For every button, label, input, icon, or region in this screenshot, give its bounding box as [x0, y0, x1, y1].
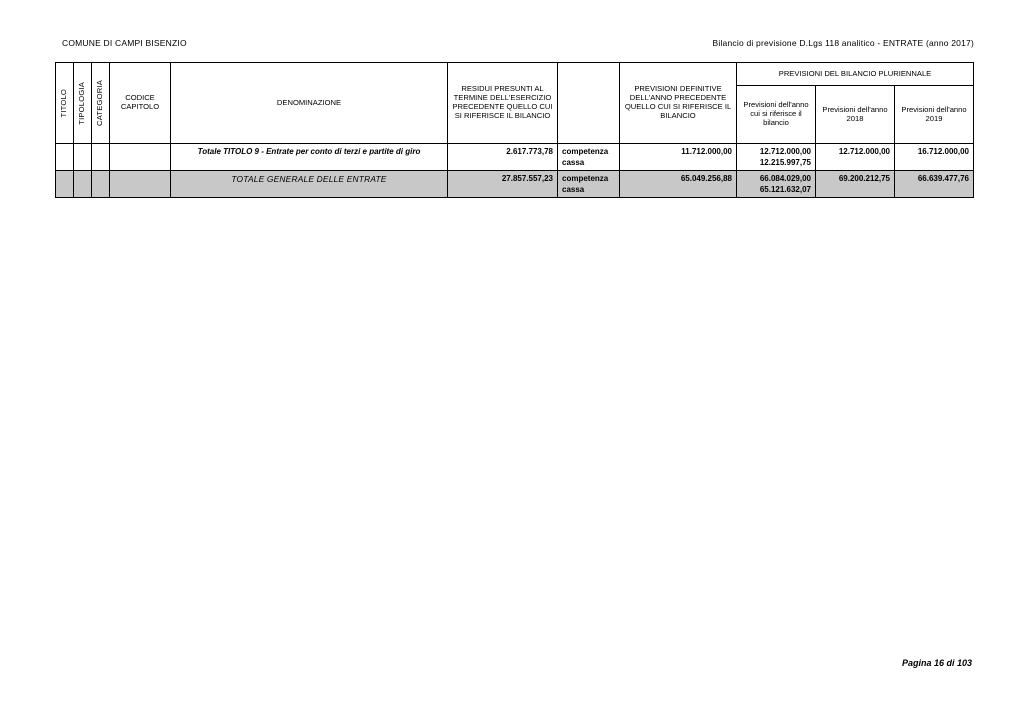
codice-line-1: CODICE — [125, 93, 155, 103]
cell-pluriennale-anno-corrente — [737, 144, 816, 171]
cell-codice — [110, 144, 171, 171]
value-competenza: 12.712.000,00 — [838, 147, 890, 156]
cell-titolo — [56, 171, 74, 198]
value-cassa: 65.121.632,07 — [759, 185, 811, 194]
value-competenza: 16.712.000,00 — [917, 147, 969, 156]
budget-table — [55, 62, 974, 198]
cell-categoria — [92, 144, 110, 171]
cell-titolo — [56, 144, 74, 171]
label-competenza: competenza — [562, 174, 609, 183]
col-header-codice-capitolo — [110, 63, 171, 144]
value-competenza: 12.712.000,00 — [759, 147, 811, 156]
cell-categoria — [92, 171, 110, 198]
cell-previsioni-definitive — [620, 171, 737, 198]
value-competenza: 66.084.029,00 — [759, 174, 811, 183]
table-head — [56, 63, 974, 144]
cell-pluriennale-anno-2018 — [816, 144, 895, 171]
cell-pluriennale-anno-2019 — [895, 171, 974, 198]
cell-pluriennale-anno-corrente — [737, 171, 816, 198]
codice-line-2: CAPITOLO — [120, 102, 160, 111]
cell-residui: 2.617.773,78 — [448, 144, 558, 171]
header-document-title: Bilancio di previsione D.Lgs 118 analitico - ENTRATE (anno 2017) — [712, 38, 974, 48]
cell-residui: 27.857.557,23 — [448, 171, 558, 198]
col-header-categoria: CATEGORIA — [92, 63, 110, 144]
table-body — [56, 144, 974, 198]
value-competenza: 69.200.212,75 — [838, 174, 890, 183]
cell-tipologia — [74, 171, 92, 198]
label-competenza: competenza — [562, 147, 609, 156]
cell-previsioni-definitive — [620, 144, 737, 171]
value-competenza: 11.712.000,00 — [681, 147, 732, 156]
cell-pluriennale-anno-2019 — [895, 144, 974, 171]
page-footer: Pagina 16 di 103 — [901, 658, 972, 668]
col-header-pluriennale-anno-corrente: Previsioni dell'anno cui si riferisce il bilancio — [737, 86, 816, 144]
page-header — [62, 38, 974, 48]
col-header-denominazione: DENOMINAZIONE — [171, 63, 448, 144]
cell-codice — [110, 171, 171, 198]
cell-tipologia — [74, 144, 92, 171]
cell-denominazione: TOTALE GENERALE DELLE ENTRATE — [171, 171, 448, 198]
value-cassa: 12.215.997,75 — [759, 158, 811, 167]
value-competenza: 66.639.477,76 — [917, 174, 969, 183]
col-header-titolo: TITOLO — [56, 63, 74, 144]
label-cassa: cassa — [562, 185, 585, 194]
header-entity-name: COMUNE DI CAMPI BISENZIO — [62, 38, 187, 48]
cell-denominazione: Totale TITOLO 9 - Entrate per conto di terzi e partite di giro — [171, 144, 448, 171]
cell-competenza-cassa-labels — [558, 144, 620, 171]
col-header-previsioni-definitive: PREVISIONI DEFINITIVE DELL'ANNO PRECEDENTE QUELLO CUI SI RIFERISCE IL BILANCIO — [620, 63, 737, 144]
cell-pluriennale-anno-2018 — [816, 171, 895, 198]
col-header-competenza-cassa — [558, 63, 620, 144]
col-header-pluriennale-group: PREVISIONI DEL BILANCIO PLURIENNALE — [737, 63, 974, 86]
cell-competenza-cassa-labels — [558, 171, 620, 198]
value-competenza: 65.049.256,88 — [680, 174, 732, 183]
col-header-pluriennale-anno-2018: Previsioni dell'anno 2018 — [816, 86, 895, 144]
col-header-tipologia: TIPOLOGIA — [74, 63, 92, 144]
header-row-1 — [56, 63, 974, 86]
col-header-residui: RESIDUI PRESUNTI AL TERMINE DELL'ESERCIZIO PRECEDENTE QUELLO CUI SI RIFERISCE IL BILANCIO — [448, 63, 558, 144]
table-row — [56, 171, 974, 198]
table-row — [56, 144, 974, 171]
label-cassa: cassa — [562, 158, 585, 167]
col-header-pluriennale-anno-2019: Previsioni dell'anno 2019 — [895, 86, 974, 144]
